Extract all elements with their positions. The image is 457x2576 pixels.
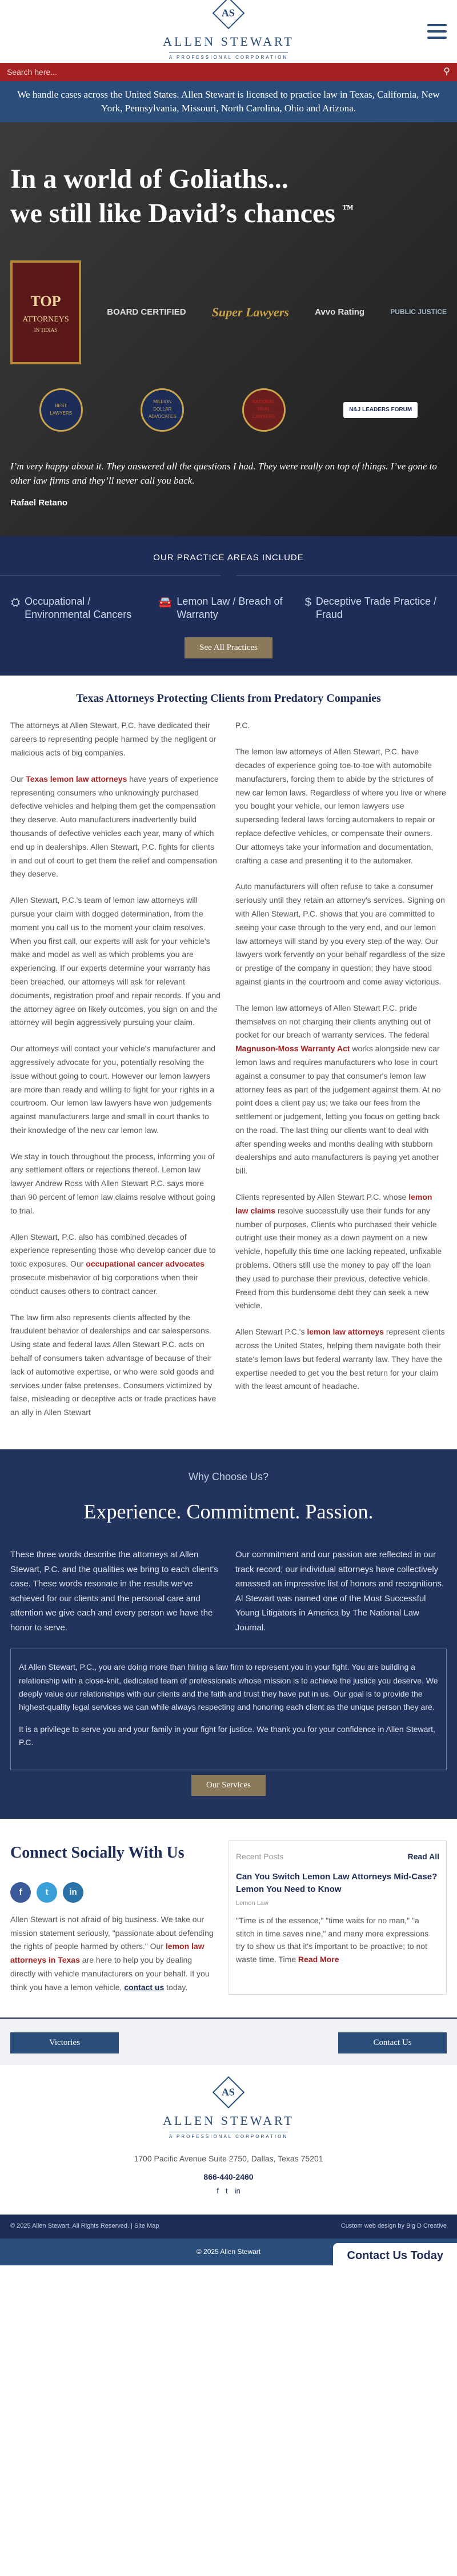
search-input[interactable]: [7, 67, 443, 77]
footer-logo[interactable]: [10, 2081, 447, 2141]
victories-button[interactable]: Victories: [10, 2032, 119, 2053]
awards-row-2: [10, 388, 447, 432]
linkedin-icon[interactable]: in: [234, 2187, 240, 2196]
sticky-contact-button[interactable]: Contact Us Today: [333, 2243, 457, 2268]
inline-link[interactable]: lemon law claims: [235, 1192, 432, 1215]
practice-areas: [0, 536, 457, 676]
content-paragraph: Allen Stewart, P.C. also has combined decades of experience representing those who develop cancer due to toxic exposures. Our occupational cancer advocates prosecute misbehavior of big corporations when their conduct causes others to contract cancer.: [10, 1232, 216, 1296]
content-paragraph: We stay in touch throughout the process, informing you of any settlement offers or rejections thereof. Lemon law lawyer Andrew Ross with Allen Stewart P.C. says more than 90 percent of lemon law claims resolve without going to trial.: [10, 1151, 215, 1215]
main-content: [0, 676, 457, 1449]
twitter-icon[interactable]: t: [37, 1882, 57, 1903]
practice-heading: OUR PRACTICE AREAS INCLUDE: [0, 536, 457, 576]
search-bar: [0, 63, 457, 81]
search-icon[interactable]: ⚲: [443, 67, 450, 77]
content-paragraph: The attorneys at Allen Stewart, P.C. have dedicated their careers to representing people harmed by the negligent or malicious acts of big companies.: [10, 721, 217, 757]
inline-link[interactable]: Magnuson-Moss Warranty Act: [235, 1044, 350, 1054]
connect-section: [0, 1819, 457, 2018]
post-title[interactable]: Can You Switch Lemon Law Attorneys Mid-Case? Lemon You Need to Know: [236, 1872, 438, 1895]
social-links: [10, 1882, 214, 1903]
recent-posts-label: Recent Posts: [236, 1851, 284, 1861]
why-right-text: Our commitment and our passion are reflected in our track record; our individual attorneys have collectively amassed an impressive list of honors and recognitions. Al Stewart was named one of the Most Successful Young Litigators in America by The National Law Journal.: [235, 1550, 444, 1633]
logo-name: ALLEN STEWART: [163, 34, 294, 49]
logo-name: ALLEN STEWART: [163, 2113, 294, 2128]
read-more-link[interactable]: Read More: [298, 1954, 339, 1964]
lemon-law-link[interactable]: lemon law attorneys in Texas: [10, 1942, 205, 1965]
content-paragraph: Allen Stewart, P.C.'s team of lemon law attorneys will pursue your claim with dogged determination, from the moment you call us to the moment your claim resolves. When you first call, our experts will ask for your vehicle's make and model as well as which problems you are experiencing. If our experts determine your warranty has been breached, our attorneys will ask for relevant documents, registration proof and repair records. If you and the attorney agree on likely outcomes, you sign on and the attorney will begin aggressively pursuing your claim.: [10, 895, 221, 1027]
practice-item-fraud[interactable]: $ Deceptive Trade Practice / Fraud: [305, 595, 446, 622]
avvo-badge: Avvo Rating: [315, 307, 365, 317]
content-paragraph: P.C.: [235, 721, 250, 730]
content-paragraph: Clients represented by Allen Stewart P.C. whose lemon law claims resolve successfully use their funds for any number of purposes. Clients who purchased their vehicle outright use their money as a down payment on a new vehicle, hopefully this time one lacking repeated, unfixable problems. Others still use the money to pay off the loan they used to purchase their previous, defective vehicle. Freed from this burdensome debt they can seek a new vehicle.: [235, 1192, 442, 1311]
logo-mark: AS: [213, 0, 245, 29]
practice-item-cancer[interactable]: ⛭ Occupational / Environmental Cancers: [11, 595, 152, 622]
logo-subtitle: A PROFESSIONAL CORPORATION: [169, 2132, 288, 2141]
hamburger-menu-icon[interactable]: [427, 24, 447, 39]
site-footer: [0, 2065, 457, 2215]
content-right-column: [235, 719, 447, 1432]
content-paragraph: Auto manufacturers will often refuse to take a consumer seriously until they retain an attorney's services. Signing on with Allen Stewart, P.C. shows that you are committed to seeing your case through to the very end, and our lemon law attorneys will stand by you every step of the way. Our lawyers work fervently on your behalf regardless of the size or prestige of the company in question; they have stood against giants in the courtroom and come away victorious.: [235, 882, 446, 986]
why-title: Experience. Commitment. Passion.: [83, 1500, 374, 1523]
content-paragraph: Our attorneys will contact your vehicle's manufacturer and aggressively advocate for you, potentially resolving the issue without going to court. However our lemon lawyers are more than ready and willing to fight for your rights in a courtroom. Our lemon law lawyers have won judgements against manufacturers large and small in court thanks to their knowledge of the new car lemon law.: [10, 1044, 216, 1135]
site-logo[interactable]: [163, 2, 294, 62]
inline-link[interactable]: occupational cancer advocates: [86, 1259, 205, 1269]
why-box-text: At Allen Stewart, P.C., you are doing more than hiring a law firm to represent you in your fight. You are building a relationship with a close-knit, dedicated team of professionals whose mission is to achieve the justice you deserve. We deeply value our relationships with our clients and the faith and trust they have put in us. Our goal is to provide the highest-quality legal services we can while always respecting and honoring each client as the unique person they are.: [19, 1662, 438, 1711]
hero-section: [0, 122, 457, 536]
content-title: Texas Attorneys Protecting Clients from Predatory Companies: [76, 692, 381, 705]
legal-bar: [0, 2215, 457, 2239]
twitter-icon[interactable]: t: [225, 2187, 228, 2196]
site-header: [0, 0, 457, 63]
license-banner: We handle cases across the United States. Allen Stewart is licensed to practice law in Texas, California, New York, Pennsylvania, Missouri, North Carolina, Ohio and Arizona.: [0, 81, 457, 122]
top-attorneys-badge: TOP ATTORNEYS IN TEXAS: [10, 260, 81, 364]
footer-social: [10, 2185, 447, 2197]
why-choose-us: [0, 1449, 457, 1819]
linkedin-icon[interactable]: in: [63, 1882, 83, 1903]
inline-link[interactable]: lemon law attorneys: [307, 1327, 384, 1337]
why-subtitle: Why Choose Us?: [188, 1471, 269, 1483]
super-lawyers-badge: Super Lawyers: [211, 305, 289, 319]
testimonial-quote: I’m very happy about it. They answered all the questions I had. They were really on top of things. I’ve gone to other law firms and they’ll never call you back.: [10, 460, 437, 487]
logo-mark: AS: [213, 2076, 245, 2108]
cta-bar: [0, 2018, 457, 2065]
bottom-copyright: © 2025 Allen Stewart Contact Us Today: [0, 2239, 457, 2265]
content-left-column: [10, 719, 222, 1432]
inline-link[interactable]: Texas lemon law attorneys: [26, 774, 127, 783]
post-excerpt: "Time is of the essence," "time waits for no man," "a stitch in time saves nine," and many more expressions try to show us that it's important to be proactive; to not waste time. Time Read More: [236, 1916, 429, 1964]
designer-credit[interactable]: Custom web design by Big D Creative: [340, 2223, 447, 2230]
facebook-icon[interactable]: f: [217, 2187, 219, 2196]
recent-posts: [228, 1840, 447, 1995]
testimonial-author: Rafael Retano: [10, 497, 68, 508]
why-box: [10, 1649, 447, 1770]
connect-title: Connect Socially With Us: [10, 1843, 185, 1862]
footer-address: 1700 Pacific Avenue Suite 2750, Dallas, Texas 75201: [134, 2153, 323, 2163]
read-all-link[interactable]: Read All: [407, 1851, 439, 1861]
copyright-text[interactable]: © 2025 Allen Stewart. All Rights Reserved. | Site Map: [10, 2223, 159, 2230]
our-services-button[interactable]: Our Services: [191, 1775, 266, 1796]
content-paragraph: The law firm also represents clients affected by the fraudulent behavior of dealerships and car salespersons. Using state and federal laws Allen Stewart P.C. acts on behalf of consumers taken advantage of because of their lack of automotive expertise, or who were sold goods and services under false pretenses. Consumers victimized by false, misleading or deceptive acts or trade practices have an ally in Allen Stewart: [10, 1312, 217, 1417]
content-paragraph: Allen Stewart P.C.'s lemon law attorneys represent clients across the United States, helping them navigate both their state's lemon laws but federal warranty law. They have the expertise needed to get you the best return for your claim with the least amount of headache.: [235, 1327, 445, 1391]
awards-row: [10, 260, 447, 364]
hero-title: In a world of Goliaths... we still like David’s chances ™: [10, 163, 354, 228]
seal-badge: BEST LAWYERS: [39, 388, 83, 432]
why-left-text: These three words describe the attorneys at Allen Stewart, P.C. and the qualities we bring to each client's case. These words resonate in the results we've achieved for our clients and the personal care and attention we give each and every person we have the honor to serve.: [10, 1550, 218, 1633]
seal-badge: MILLION DOLLAR ADVOCATES: [141, 388, 184, 432]
seal-badge: NATIONAL TRIAL LAWYERS: [242, 388, 286, 432]
post-category[interactable]: Lemon Law: [236, 1899, 268, 1907]
contact-us-link[interactable]: contact us: [124, 1982, 165, 1992]
leaders-forum-badge: N&J LEADERS FORUM: [343, 402, 418, 418]
content-paragraph: The lemon law attorneys of Allen Stewart P.C. pride themselves on not charging their clients anything out of pocket for our breach of warranty services. The federal Magnuson-Moss Warranty Act works alongside new car lemon laws and requires manufacturers who lose in court against a consumer to pay that consumer's lemon law attorney fees as part of the judgement against them. At no point does a client pay us; we take our fees from the settlement or judgement, letting you focus on getting back on the road. The last thing our clients want to deal with after spending weeks and months dealing with stubborn dealerships and auto manufacturers is paying yet another bill.: [235, 1003, 441, 1176]
content-paragraph: Our Texas lemon law attorneys have years of experience representing consumers who unknowingly purchased defective vehicles and helping them get the compensation they deserve. Auto manufacturers inadvertently build thousands of defective vehicles each year, many of which end up in dealerships. Allen Stewart, P.C. fights for clients in and out of court to get them the relief and compensation they deserve.: [10, 774, 219, 879]
facebook-icon[interactable]: f: [10, 1882, 31, 1903]
board-certified-badge: BOARD CERTIFIED: [107, 307, 186, 317]
dollar-icon: $: [304, 596, 311, 609]
logo-subtitle: A PROFESSIONAL CORPORATION: [169, 53, 288, 62]
see-all-practices-button[interactable]: See All Practices: [185, 637, 272, 658]
connect-text: Allen Stewart is not afraid of big business. We take our mission statement seriously, "passionate about defending the rights of people harmed by others." Our lemon law attorneys in Texas are here to help you by dealing directly with vehicle manufacturers on your behalf. If you think you have a lemon vehicle, contact us today.: [10, 1914, 214, 1992]
footer-phone[interactable]: 866-440-2460: [203, 2172, 254, 2181]
content-paragraph: The lemon law attorneys of Allen Stewart, P.C. have decades of experience going toe-to-toe with automobile manufacturers, forcing them to abide by the strictures of new car lemon laws. Regardless of where you live or where you bought your vehicle, our lemon lawyers use superseding federal laws forcing automakers to repair or replace defective vehicles, or compensate their owners. Our attorneys take your information and documentation, crafting a case and presenting it to the automaker.: [235, 747, 446, 865]
public-justice-badge: PUBLIC JUSTICE: [390, 308, 447, 316]
practice-item-lemon-law[interactable]: 🚘 Lemon Law / Breach of Warranty: [158, 595, 299, 622]
contact-us-button[interactable]: Contact Us: [338, 2032, 447, 2053]
gear-icon: ⛭: [11, 596, 21, 609]
car-icon: 🚘: [158, 596, 173, 609]
why-box-text: It is a privilege to serve you and your family in your fight for justice. We thank you for your confidence in Allen Stewart, P.C.: [19, 1724, 435, 1747]
